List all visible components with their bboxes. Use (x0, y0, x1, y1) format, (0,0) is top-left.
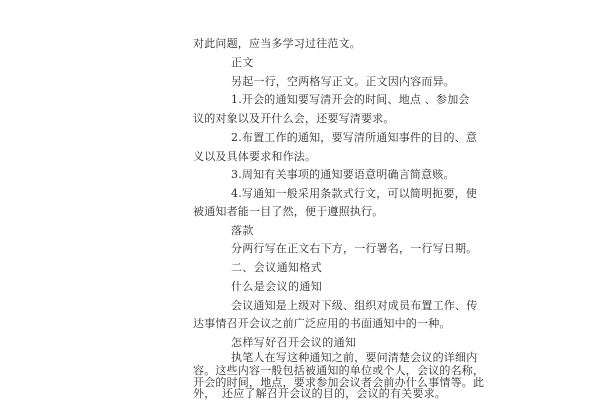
heading-what-is-meeting-notice: 什么是会议的通知 (231, 280, 323, 293)
text-line-closing: 还应了解召开会议的目的，会议的有关要求。 (222, 387, 446, 400)
text-line-how-to-write-1: 执笔人在写这种通知之前，要问清楚会议的详细内 (231, 351, 478, 364)
text-line-how-to-write-2: 容。这些内容一般包括被通知的单位或个人，会议的名称， (193, 364, 485, 377)
text-line-how-to-write-3: 开会的时间，地点，要求参加会议者会前办什么事情等。此 (193, 376, 485, 389)
text-line-item-4-cont: 被通知者能一目了然，便于遵照执行。 (193, 205, 384, 218)
text-line-definition-cont: 达事情召开会议之前广泛应用的书面通知中的一种。 (193, 317, 451, 330)
heading-body: 正文 (231, 56, 254, 69)
text-line-item-1: 1.开会的通知要写清开会的时间、地点 、参加会 (231, 93, 470, 106)
text-line-item-1-cont: 议的对象以及开什么会，还要写清要求。 (193, 112, 395, 125)
heading-how-to-write: 怎样写好召开会议的通知 (231, 336, 357, 349)
text-line-body-instruction: 另起一行，空两格写正文。正文因内容而异。 (231, 75, 455, 88)
text-line-intro: 对此问题，应当多学习过往范文。 (193, 37, 361, 50)
text-line-definition: 会议通知是上级对下级、组织对成员布置工作、传 (231, 299, 478, 312)
text-line-item-2-cont: 义以及具体要求和作法。 (193, 150, 317, 163)
heading-meeting-notice-format: 二、会议通知格式 (231, 261, 323, 274)
text-line-item-4: 4.写通知一般采用条款式行文，可以简明扼要，使 (231, 187, 478, 200)
heading-signature: 落款 (231, 224, 254, 237)
text-line-item-3: 3.周知有关事项的通知要语意明确言简意赅。 (231, 168, 455, 181)
text-line-how-to-write-4: 外， (193, 387, 216, 400)
text-line-item-2: 2.布置工作的通知，要写清所通知事件的目的、意 (231, 131, 478, 144)
text-line-signature-instruction: 分两行写在正文右下方，一行署名，一行写日期。 (231, 242, 478, 255)
